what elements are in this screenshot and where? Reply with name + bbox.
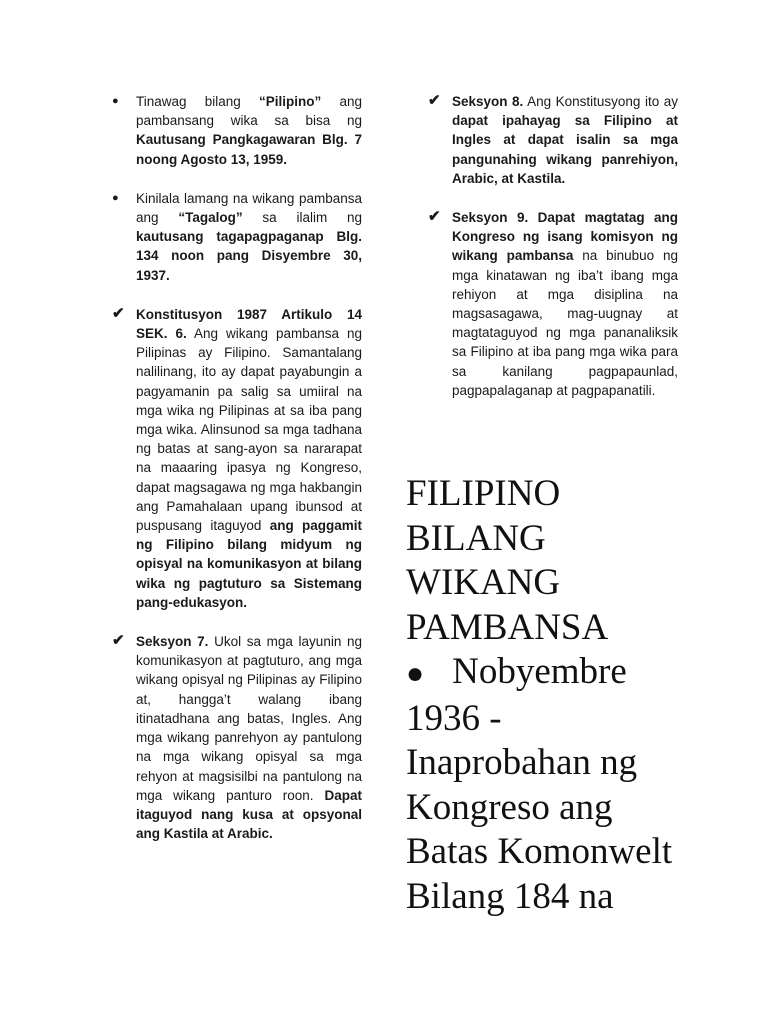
body-text: na binubuo ng mga kinatawan ng iba’t ibang mga rehiyon at mga disiplina na magsasagawa, mag-uugnay at magtataguyod ng mga pananaliksik sa Filipino at iba pang mga wika para sa kanilang pagpapaunlad, pagpapalaganap at pagpapanatili. bbox=[452, 248, 678, 398]
body-line: Kongreso ang bbox=[406, 786, 613, 828]
body-text: Tinawag bilang bbox=[136, 94, 259, 109]
checkmark-icon: ✔ bbox=[428, 92, 441, 109]
body-text: Ukol sa mga layunin ng komunikasyon at pagtuturo, ang mga wikang opisyal ng Pilipinas ay Filipino at, hangga’t walang ibang itinatadhana ang batas, Ingles. Ang mga wikang panrehyon ay pantulong na mga wikang opisyal sa mga rehyon at magsisilbi na pantulong na mga wikang panturo roon. bbox=[136, 634, 362, 803]
bold-text: Dapat itaguyod nang kusa at opsyonal ang Kastila at Arabic. bbox=[136, 787, 362, 842]
bold-text: kautusang tagapagpaganap Blg. 134 noon pang Disyembre 30, 1937. bbox=[136, 229, 362, 283]
bullet-text: Nobyembre bbox=[452, 651, 627, 692]
heading-line: FILIPINO bbox=[406, 473, 561, 514]
body-text: Ang Konstitusyong ito ay bbox=[523, 94, 678, 109]
bold-text: “Pilipino” bbox=[259, 94, 322, 109]
checkmark-icon: ✔ bbox=[112, 304, 125, 322]
body-line: 1936 - bbox=[406, 697, 502, 739]
heading-line: PAMBANSA bbox=[406, 606, 609, 648]
bold-text: Seksyon 7. bbox=[136, 634, 209, 650]
body-text: sa ilalim ng bbox=[242, 210, 362, 226]
list-item bbox=[112, 305, 362, 612]
body-line: Batas Komonwelt bbox=[406, 831, 673, 872]
body-text: Kinilala lamang na wikang pambansa ang bbox=[136, 190, 362, 226]
bold-text: “Tagalog” bbox=[178, 210, 243, 226]
heading-line: WIKANG bbox=[406, 562, 561, 603]
body-text: Ang wikang pambansa ng Pilipinas ay Filipino. Samantalang nalilinang, ito ay dapat payabungin a pagyamanin pa salig sa umiiral na mga wika ng Pilipinas at sa iba pang mga wika. Alinsunod sa mga tadhana ng batas at sang-ayon sa nararapat na maaaring ipasya ng Kongreso, dapat magsagawa ng mga hakbangin ang Pamahalaan upang ibunsod at puspusang itaguyod bbox=[136, 326, 362, 534]
left-column bbox=[112, 92, 362, 863]
list-item bbox=[112, 632, 362, 843]
bold-text: Konstitusyon 1987 Artikulo 14 SEK. 6. bbox=[136, 306, 362, 342]
list-item bbox=[428, 92, 678, 188]
bullet-dot-icon: ● bbox=[406, 657, 425, 690]
body-line: Inaprobahan ng bbox=[406, 742, 638, 783]
heading-line: BILANG bbox=[406, 517, 546, 559]
bold-text: Kautusang Pangkagawaran Blg. 7 noong Agosto 13, 1959. bbox=[136, 132, 362, 167]
list-item bbox=[112, 92, 362, 169]
checkmark-icon: ✔ bbox=[112, 632, 125, 650]
body-line: Bilang 184 na bbox=[406, 875, 614, 917]
checkmark-icon: ✔ bbox=[428, 208, 441, 226]
bullet-dot-icon: ● bbox=[112, 191, 119, 204]
body-text: ang pambansang wika sa bisa ng bbox=[136, 94, 362, 129]
bold-text: ang paggamit ng Filipino bilang midyum ng opisyal na komunikasyon at bilang wika ng pagtuturo sa Sistemang pang-edukasyon. bbox=[136, 518, 362, 610]
right-column bbox=[428, 92, 678, 420]
bold-text: Seksyon 9. Dapat magtatag ang Kongreso ng isang komisyon ng wikang pambansa bbox=[452, 210, 678, 264]
list-item bbox=[428, 208, 678, 400]
bullet-line bbox=[406, 650, 746, 697]
bold-text: dapat ipahayag sa Filipino at Ingles at dapat isalin sa mga pangunahing wikang panrehiyon, Arabic, at Kastila. bbox=[452, 113, 678, 186]
heading-block bbox=[406, 472, 746, 919]
bold-text: Seksyon 8. bbox=[452, 94, 524, 109]
list-item bbox=[112, 189, 362, 285]
bullet-dot-icon: ● bbox=[112, 95, 119, 107]
